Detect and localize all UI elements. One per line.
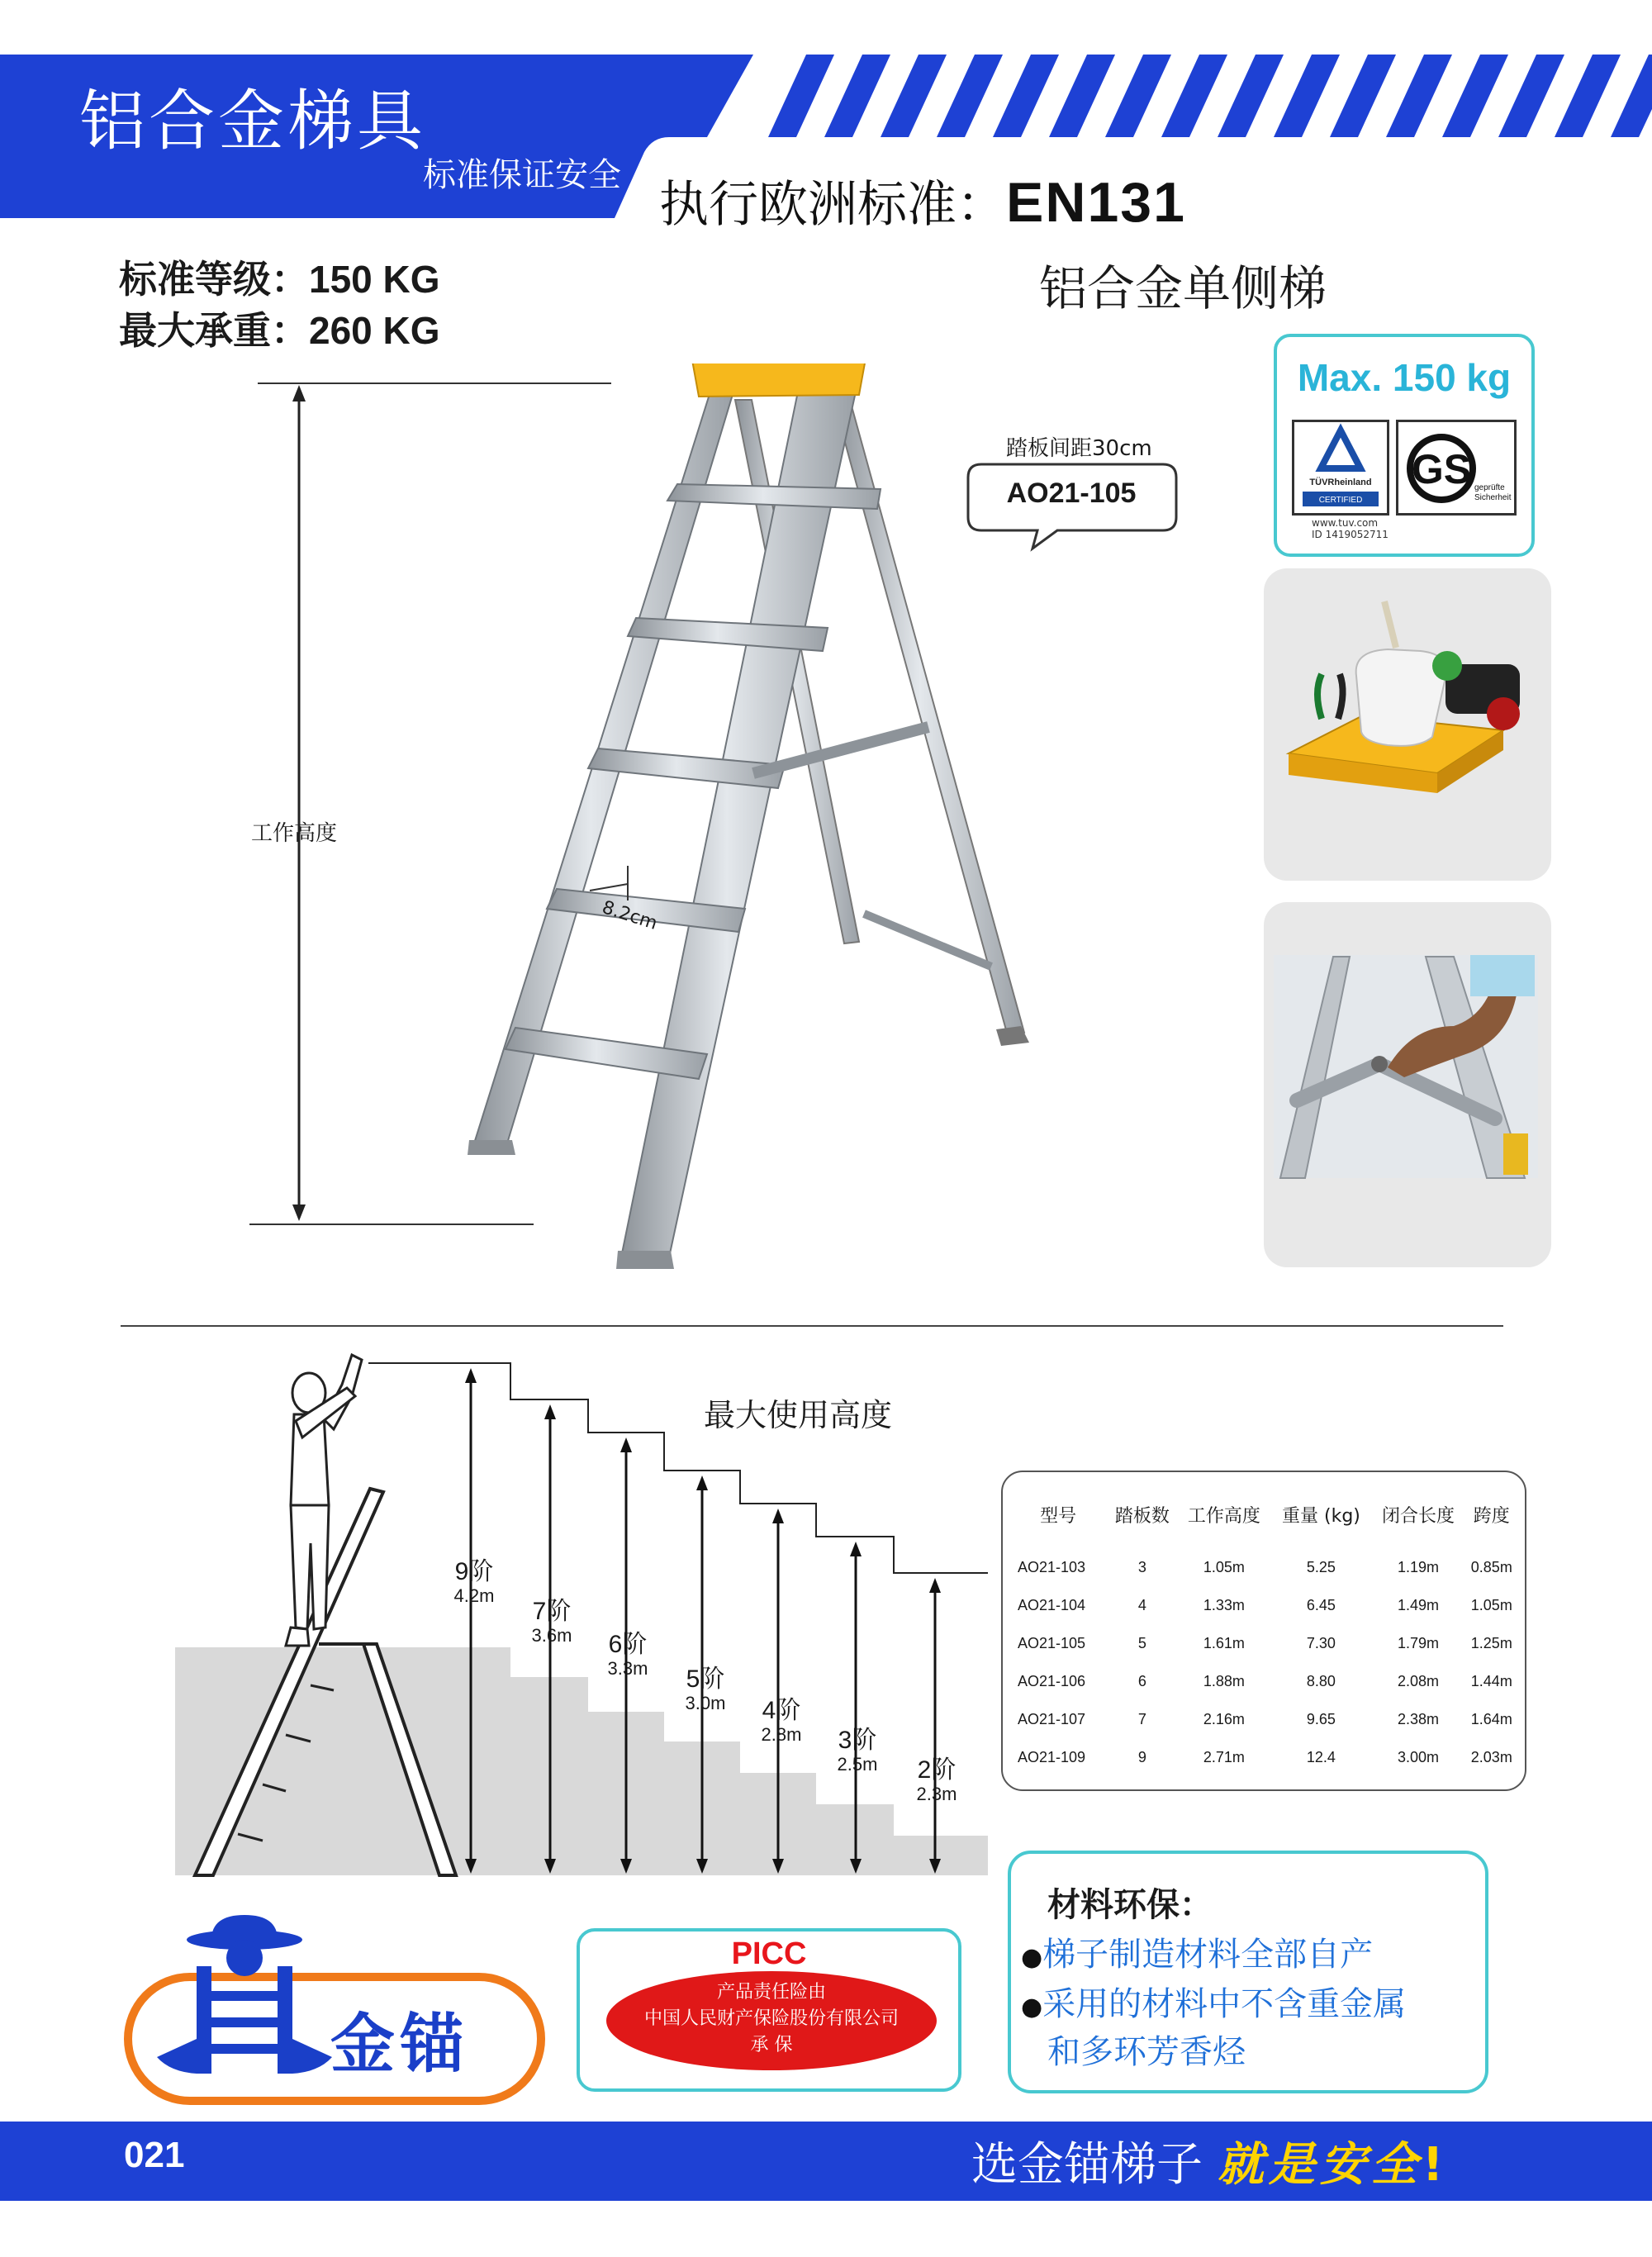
table-cell: AO21-109 — [1018, 1748, 1086, 1765]
environment-item-1 — [1021, 1928, 1373, 1975]
step-height: 3.0m — [685, 1693, 726, 1713]
table-header: 工作高度 — [1187, 1505, 1260, 1527]
environment-item-2-cont: 和多环芳香烃 — [1047, 2033, 1246, 2071]
tuv-logo-icon — [1294, 422, 1387, 513]
slogan-main: 选金锚梯子 — [971, 2138, 1203, 2192]
table-header: 型号 — [1040, 1505, 1077, 1527]
table-cell: 9 — [1137, 1748, 1146, 1765]
spec-grade-label: 标准等级： — [119, 257, 309, 302]
table-cell: 1.33m — [1203, 1596, 1245, 1613]
spec-maxload-value: 260 KG — [309, 309, 440, 352]
table-cell: AO21-106 — [1018, 1672, 1086, 1689]
step-spacing-label: 踏板间距30cm — [1006, 436, 1152, 461]
spreader-hinge-image — [1264, 902, 1551, 1267]
spec-maxload-label: 最大承重： — [119, 308, 309, 353]
table-cell: AO21-107 — [1018, 1710, 1086, 1727]
table-header: 跨度 — [1473, 1505, 1510, 1527]
table-row — [1009, 1700, 1518, 1738]
table-cell: 2.03m — [1470, 1748, 1512, 1765]
table-cell: 5.25 — [1306, 1558, 1336, 1575]
environment-item-text: 采用的材料中不含重金属 — [1042, 1985, 1407, 2023]
step-height: 2.5m — [837, 1754, 878, 1775]
footer-slogan — [971, 2128, 1443, 2194]
table-header: 重量 (kg) — [1282, 1505, 1360, 1527]
table-cell: AO21-103 — [1018, 1558, 1086, 1575]
slogan-emphasis: 就是安全 — [1217, 2137, 1422, 2192]
table-cell: AO21-105 — [1018, 1634, 1086, 1651]
work-height-label: 工作高度 — [251, 821, 338, 846]
step-count: 5阶 — [686, 1665, 725, 1693]
table-cell: 5 — [1137, 1634, 1146, 1651]
table-cell: 7 — [1137, 1710, 1146, 1727]
gs-text-2: Sicherheit — [1474, 493, 1512, 502]
table-cell: 1.79m — [1398, 1634, 1440, 1651]
insurance-line-2: 中国人民财产保险股份有限公司 — [643, 2008, 899, 2029]
page-number: 021 — [124, 2135, 185, 2175]
table-cell: 1.05m — [1203, 1558, 1245, 1575]
step-label-3 — [824, 1727, 890, 1775]
tuv-rheinland-badge — [1292, 420, 1389, 516]
table-header: 踏板数 — [1114, 1505, 1170, 1527]
table-row — [1009, 1662, 1518, 1700]
step-label-2 — [904, 1756, 970, 1804]
step-label-9 — [441, 1558, 507, 1606]
picc-title: PICC — [731, 1936, 807, 1971]
table-cell: 3.00m — [1398, 1748, 1440, 1765]
insurance-line-1: 产品责任险由 — [716, 1982, 826, 2003]
product-name: 铝合金单侧梯 — [1039, 260, 1327, 316]
step-count: 6阶 — [608, 1631, 648, 1658]
standard-line — [659, 165, 1186, 236]
table-row — [1009, 1624, 1518, 1662]
step-height: 2.8m — [761, 1724, 802, 1745]
step-height: 2.3m — [916, 1784, 957, 1804]
table-cell: 1.19m — [1398, 1558, 1440, 1575]
table-cell: 9.65 — [1306, 1710, 1336, 1727]
table-cell: 7.30 — [1306, 1634, 1336, 1651]
spreader-hinge-photo — [1264, 902, 1551, 1267]
tuv-url-text: www.tuv.com — [1312, 517, 1379, 529]
slogan-mark: ! — [1422, 2138, 1444, 2192]
header-subtitle: 标准保证安全 — [423, 156, 621, 194]
spec-table — [1009, 1492, 1518, 1776]
model-callout: AO21-105 — [1006, 478, 1137, 509]
tuv-url — [1312, 517, 1389, 540]
bullet-icon: ● — [1021, 1993, 1043, 2022]
table-header-row — [1009, 1492, 1518, 1537]
step-label-7 — [519, 1598, 585, 1646]
tuv-id-text: ID 1419052711 — [1312, 529, 1389, 540]
table-cell: 2.08m — [1398, 1672, 1440, 1689]
tool-tray-photo — [1264, 568, 1551, 881]
table-cell: 0.85m — [1470, 1558, 1512, 1575]
table-cell: 6.45 — [1306, 1596, 1336, 1613]
step-height: 3.3m — [607, 1658, 648, 1679]
gs-text-1: geprüfte — [1474, 483, 1505, 492]
step-height: 3.6m — [531, 1625, 572, 1646]
table-header: 闭合长度 — [1382, 1505, 1455, 1527]
tuv-name: TÜVRheinland — [1309, 478, 1372, 487]
page-title: 铝合金梯具 — [79, 83, 426, 159]
table-row — [1009, 1738, 1518, 1776]
environment-item-text: 梯子制造材料全部自产 — [1042, 1936, 1374, 1974]
spec-maxload — [119, 301, 440, 355]
environment-item-2 — [1021, 1978, 1406, 2025]
gs-mark-icon — [1398, 422, 1514, 513]
spec-grade-value: 150 KG — [309, 258, 440, 301]
gs-safety-badge — [1396, 420, 1517, 516]
standard-prefix: 执行欧洲标准： — [659, 176, 1006, 234]
standard-code: EN131 — [1006, 171, 1186, 234]
table-cell: 12.4 — [1306, 1748, 1336, 1765]
step-count: 2阶 — [917, 1756, 957, 1784]
table-cell: 2.16m — [1203, 1710, 1245, 1727]
step-label-5 — [672, 1665, 738, 1713]
worker-figure-icon — [286, 1355, 362, 1646]
tread-width-label: 8.2cm — [599, 897, 660, 934]
step-count: 4阶 — [762, 1697, 801, 1724]
table-cell: 2.38m — [1398, 1710, 1440, 1727]
insurance-line-3: 承 保 — [750, 2035, 793, 2055]
brand-name: 金锚 — [330, 2008, 470, 2082]
table-cell: 1.61m — [1203, 1634, 1245, 1651]
max-load-badge: Max. 150 kg — [1297, 356, 1512, 399]
table-cell: 8.80 — [1306, 1672, 1336, 1689]
section-divider — [121, 1325, 1503, 1327]
step-label-6 — [595, 1631, 661, 1679]
step-label-4 — [748, 1697, 814, 1745]
table-cell: 1.88m — [1203, 1672, 1245, 1689]
step-count: 9阶 — [454, 1558, 494, 1585]
table-cell: 1.44m — [1470, 1672, 1512, 1689]
table-row — [1009, 1537, 1518, 1586]
spec-grade — [119, 249, 440, 304]
max-height-title: 最大使用高度 — [704, 1397, 893, 1433]
table-cell: 6 — [1137, 1672, 1146, 1689]
table-cell: AO21-104 — [1018, 1596, 1086, 1613]
table-cell: 1.25m — [1470, 1634, 1512, 1651]
anchor-figure-logo-icon — [154, 1915, 335, 2080]
step-count: 3阶 — [838, 1727, 877, 1754]
table-cell: 1.64m — [1470, 1710, 1512, 1727]
tuv-certified: CERTIFIED — [1318, 496, 1363, 505]
step-count: 7阶 — [532, 1598, 572, 1625]
table-cell: 2.71m — [1203, 1748, 1245, 1765]
step-height: 4.2m — [453, 1585, 495, 1606]
bullet-icon: ● — [1021, 1943, 1043, 1972]
table-cell: 1.49m — [1398, 1596, 1440, 1613]
table-cell: 3 — [1137, 1558, 1146, 1575]
tool-tray-image — [1264, 568, 1551, 881]
table-cell: 1.05m — [1470, 1596, 1512, 1613]
gs-mark: GS — [1411, 446, 1472, 492]
insurance-text — [606, 1979, 937, 2059]
table-cell: 4 — [1137, 1596, 1146, 1613]
environment-title: 材料环保： — [1047, 1886, 1213, 1924]
table-row — [1009, 1586, 1518, 1624]
